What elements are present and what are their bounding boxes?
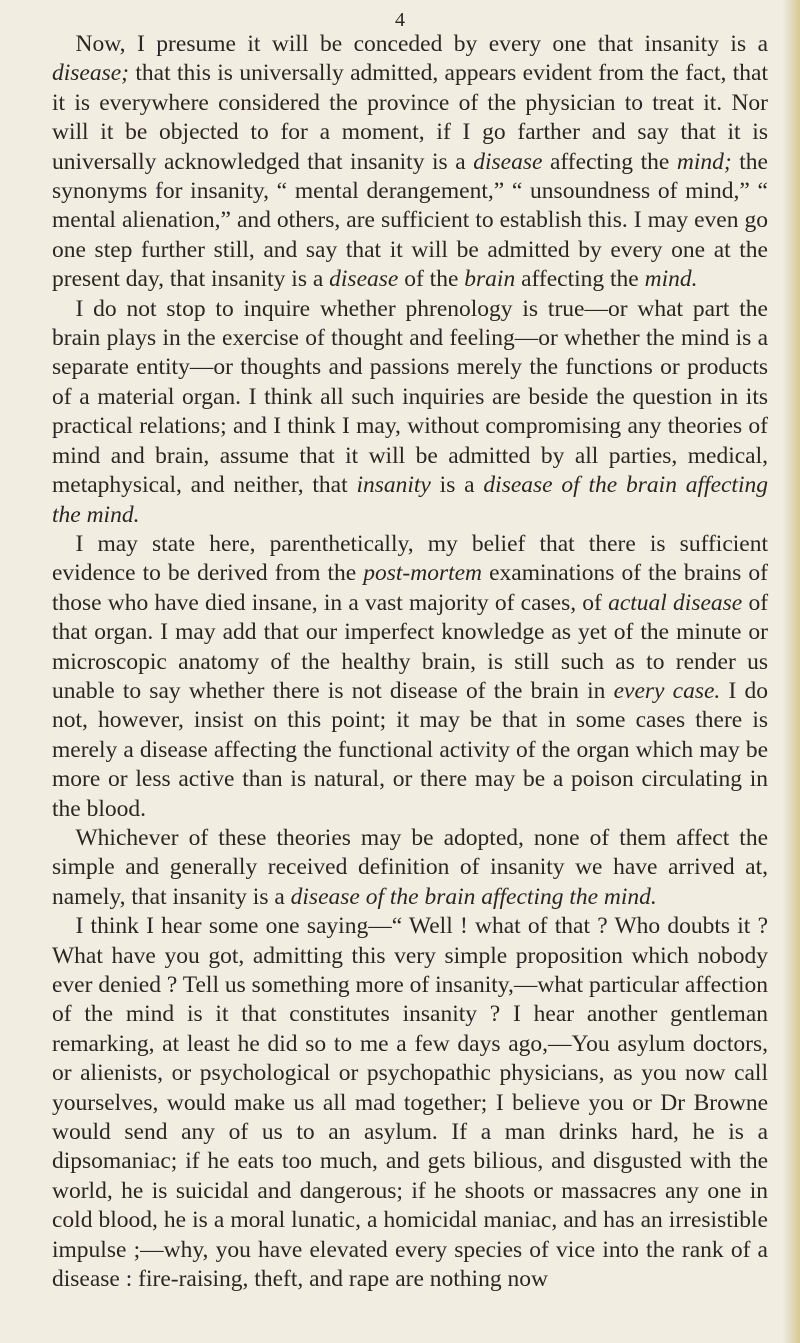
italic-run: mind. xyxy=(644,266,698,293)
text-run: of that organ. I may add that our imperfect knowledge as yet of the minute or microscopic anatomy of the healthy brain, is still such as to render us unable to say whether there is not disease of the brain in xyxy=(52,589,769,704)
text-run: the synonyms for insanity, “ mental derangement,” “ unsoundness of mind,” “ mental alienation,” and others, are sufficient to establish this. I may even go one step further still, and say that it will be admitted by every one at the present day, that insanity is a xyxy=(52,148,768,293)
text-run: affecting the xyxy=(542,148,677,175)
text-run: is a xyxy=(430,472,484,499)
text-run: examinations of the brains of those who have died insane, in a vast majority of cases, of xyxy=(52,560,768,616)
italic-run: insanity xyxy=(356,472,431,499)
paragraph-2 xyxy=(52,295,768,530)
italic-run: disease xyxy=(329,266,399,293)
text-run: I do not, however, insist on this point; it may be that in some cases there is merely a disease affecting the functional activity of the organ which may be more or less active than is natural, or there may be a poison circulating in the blood. xyxy=(52,677,769,822)
paragraph-3 xyxy=(52,530,768,824)
text-run: I do not stop to inquire whether phrenology is true—or what part the brain plays in the exercise of thought and feeling—or whether the mind is a separate entity—or thoughts and passions merely the functions or products of a material organ. I think all such inquiries are beside the question in its practical relations; and I think I may, without compromising any theories of mind and brain, assume that it will be admitted by all parties, medical, metaphysical, and neither, that xyxy=(52,295,768,499)
page-number: 4 xyxy=(395,9,405,31)
page-edge-shading xyxy=(782,0,800,1343)
text-run: I think I hear some one saying—“ Well ! what of that ? Who doubts it ? What have you got, admitting this very simple proposition which nobody ever denied ? Tell us something more of insanity,—what particular affection of the mind is it that constitutes insanity ? I hear another gentleman remarking, at least he did so to me a few days ago,—You asylum doctors, or alienists, or psychological or psychopathic physicians, as you now call yourselves, would make us all mad together; I believe you or Dr Browne would send any of us to an asylum. If a man drinks hard, he is a dipsomaniac; if he eats too much, and gets bilious, and disgusted with the world, he is suicidal and dangerous; if he shoots or massacres any one in cold blood, he is a moral lunatic, a homicidal maniac, and has an irresistible impulse ;—why, you have elevated every species of vice into the rank of a disease : fire-raising, theft, and rape are nothing now xyxy=(52,913,768,1293)
text-run: I may state here, parenthetically, my belief that there is sufficient evidence to be derived from the xyxy=(52,530,768,587)
italic-run: disease; xyxy=(52,60,130,87)
italic-run: disease xyxy=(473,148,543,175)
text-run: Now, I presume it will be conceded by every one that insanity is a xyxy=(75,31,768,57)
text-run: that this is universally admitted, appears evident from the fact, that it is everywhere considered the province of the physician to treat it. Nor will it be objected to for a moment, if I go farther and say that it is universally acknowledged that insanity is a xyxy=(52,60,768,175)
paragraph-5 xyxy=(52,912,768,1294)
paragraph-1 xyxy=(52,30,768,295)
text-run: of the xyxy=(398,266,465,293)
text-run: Whichever of these theories may be adopted, none of them affect the simple and generally received definition of insanity we have arrived at, namely, that insanity is a xyxy=(52,824,768,910)
italic-run: disease of the brain affecting the mind. xyxy=(52,472,768,528)
text-run: affecting the xyxy=(515,266,645,293)
italic-run: mind; xyxy=(676,148,732,175)
italic-run: brain xyxy=(464,266,516,293)
paragraph-4 xyxy=(52,824,768,912)
italic-run: disease of the brain affecting the mind. xyxy=(290,883,657,910)
italic-run: post-mortem xyxy=(363,560,483,587)
italic-run: every case. xyxy=(613,677,721,704)
italic-run: actual disease xyxy=(608,589,743,616)
body-text xyxy=(52,30,768,1294)
